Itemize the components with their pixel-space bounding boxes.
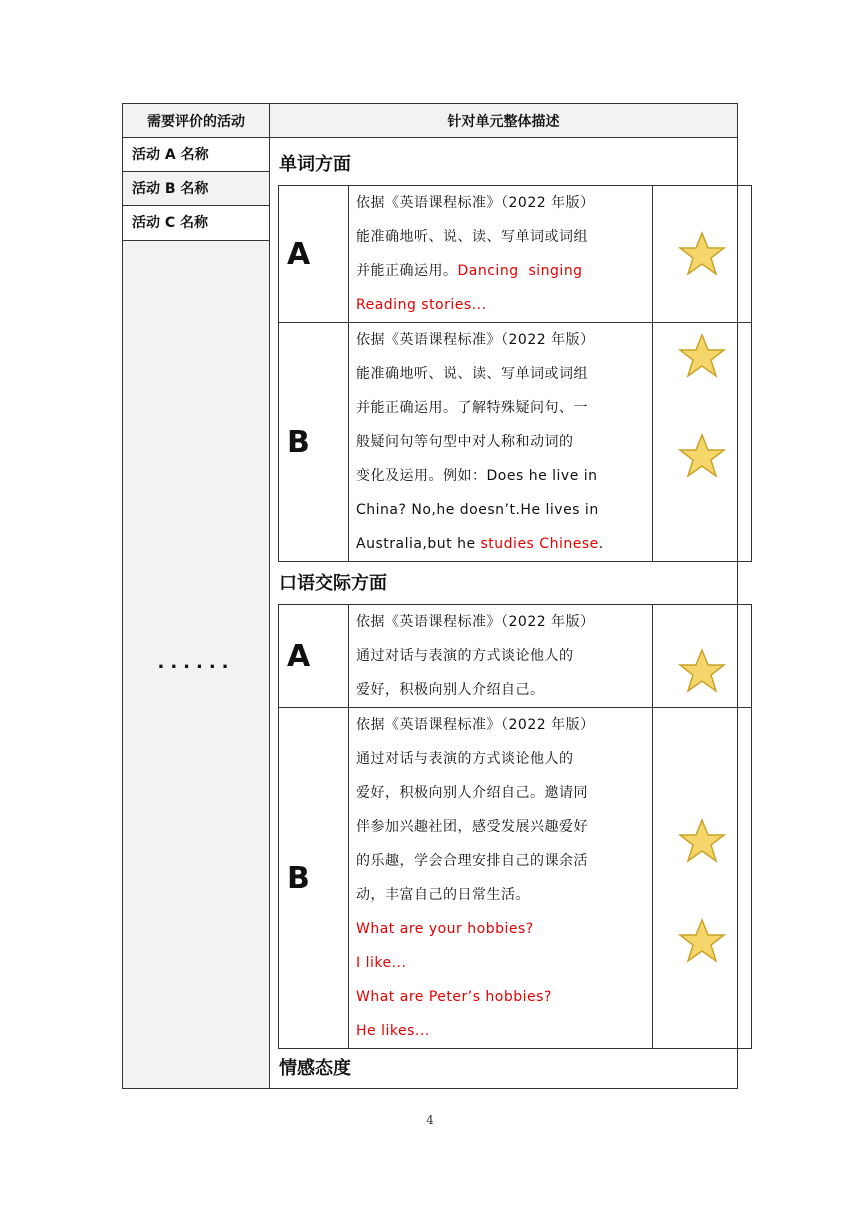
star-icon [678,918,726,964]
star-icon [678,818,726,864]
section-emotion-title: 情感态度 [279,1058,351,1079]
level-letter: B [279,323,349,562]
vocabulary-row-a [279,186,752,323]
level-description [349,323,653,562]
oral-table [278,604,752,1049]
text-line: 通过对话与表演的方式谈论他人的 [356,648,574,664]
text-line: 并能正确运用。Dancing singing [356,263,583,279]
oral-row-a [279,605,752,708]
rating-cell [653,605,752,708]
example-sentence: What are your hobbies? [356,921,534,937]
text-line: China? No,he doesn’t.He lives in [356,502,599,518]
header-activities: 需要评价的活动 [147,113,245,130]
text-line: 动，丰富自己的日常生活。 [356,887,530,903]
header-description: 针对单元整体描述 [447,113,560,130]
level-description [349,605,653,708]
text-line: 爱好，积极向别人介绍自己。邀请同 [356,785,588,801]
evaluation-table [122,103,738,1089]
text-line: 的乐趣，学会合理安排自己的课余活 [356,853,588,869]
rating-cell [653,186,752,323]
text-line: 变化及运用。例如：Does he live in [356,468,598,484]
level-letter: A [279,605,349,708]
page-number: 4 [426,1113,434,1127]
text-line: 依据《英语课程标准》（2022 年版） [356,717,595,733]
level-description [349,186,653,323]
text-line: 能准确地听、说、读、写单词或词组 [356,229,588,245]
example-sentence: What are Peter’s hobbies? [356,989,552,1005]
ellipsis: ...... [157,652,235,673]
example-words: Reading stories... [356,297,487,313]
table-header [123,104,737,138]
text-line: 爱好，积极向别人介绍自己。 [356,682,545,698]
text-line: Australia,but he studies Chinese. [356,536,604,552]
section-vocabulary-title: 单词方面 [279,154,351,175]
star-icon [678,648,726,694]
rating-cell [653,708,752,1049]
star-icon [678,333,726,379]
section-oral-title: 口语交际方面 [279,573,387,594]
star-icon [678,433,726,479]
text-line: 通过对话与表演的方式谈论他人的 [356,751,574,767]
example-sentence: He likes... [356,1023,430,1039]
text-line: 般疑问句等句型中对人称和动词的 [356,434,574,450]
text-line: 伴参加兴趣社团，感受发展兴趣爱好 [356,819,588,835]
level-letter: A [279,186,349,323]
star-icon [678,231,726,277]
example-sentence: I like... [356,955,407,971]
text-line: 能准确地听、说、读、写单词或词组 [356,366,588,382]
column-divider [269,104,270,1088]
text-line: 依据《英语课程标准》（2022 年版） [356,195,595,211]
text-line: 并能正确运用。了解特殊疑问句、一 [356,400,588,416]
rating-cell [653,323,752,562]
text-line: 依据《英语课程标准》（2022 年版） [356,614,595,630]
activity-c-name: 活动 C 名称 [123,206,269,241]
vocabulary-row-b [279,323,752,562]
level-description [349,708,653,1049]
text-line: 依据《英语课程标准》（2022 年版） [356,332,595,348]
vocabulary-table [278,185,752,562]
activity-a-name: 活动 A 名称 [123,138,269,172]
oral-row-b [279,708,752,1049]
level-letter: B [279,708,349,1049]
activity-b-name: 活动 B 名称 [123,172,269,206]
